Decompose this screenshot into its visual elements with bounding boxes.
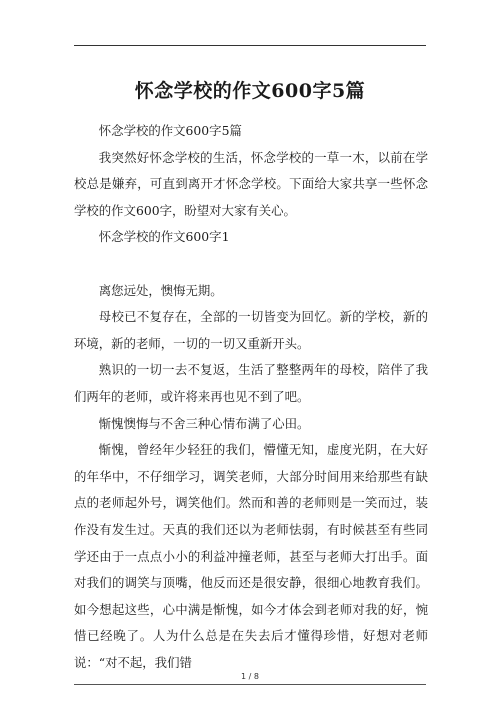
- paragraph: 离您远处，懊悔无期。: [98, 282, 223, 298]
- footer-divider: [74, 684, 426, 685]
- page-indicator: 1 / 8: [241, 672, 259, 681]
- document-body: [74, 118, 428, 676]
- paragraph-essay-heading: 怀念学校的作文600字1: [98, 229, 230, 245]
- paragraph-subtitle: 怀念学校的作文600字5篇: [98, 123, 242, 138]
- page-title: 怀念学校的作文600字5篇: [134, 80, 366, 102]
- paragraph: 熟识的一切一去不复返，生活了整整两年的母校，陪伴了我们两年的老师，或许将来再也见不到了吧。: [74, 362, 428, 404]
- header-divider: [74, 45, 426, 46]
- paragraph-intro: 我突然好怀念学校的生活，怀念学校的一草一木，以前在学校总是嫌弃，可直到离开才怀念学校。下面给大家共享一些怀念学校的作文600字，盼望对大家有关心。: [74, 149, 428, 218]
- paragraph-blank: [74, 251, 428, 278]
- paragraph: 惭愧，曾经年少轻狂的我们，懵懂无知，虚度光阴，在大好的年华中，不仔细学习，调笑老师，大部分时间用来给那些有缺点的老师起外号，调笑他们。然而和善的老师则是一笑而过，装作没有发生过。天真的我们还以为老师怯弱，有时候甚至有些同学还由于一点点小小的利益冲撞老师，甚至与老师大打出手。面对我们的调笑与顶嘴，他反而还是很安静，很细心地教育我们。如今想起这些，心中满是惭愧，如今才体会到老师对我的好，惋惜已经晚了。人为什么总是在失去后才懂得珍惜，好想对老师说：“对不起，我们错: [74, 442, 428, 670]
- paragraph: 母校已不复存在，全部的一切皆变为回忆。新的学校，新的环境，新的老师，一切的一切又重新开头。: [74, 309, 428, 351]
- paragraph: 惭愧懊悔与不舍三种心情布满了心田。: [98, 415, 310, 431]
